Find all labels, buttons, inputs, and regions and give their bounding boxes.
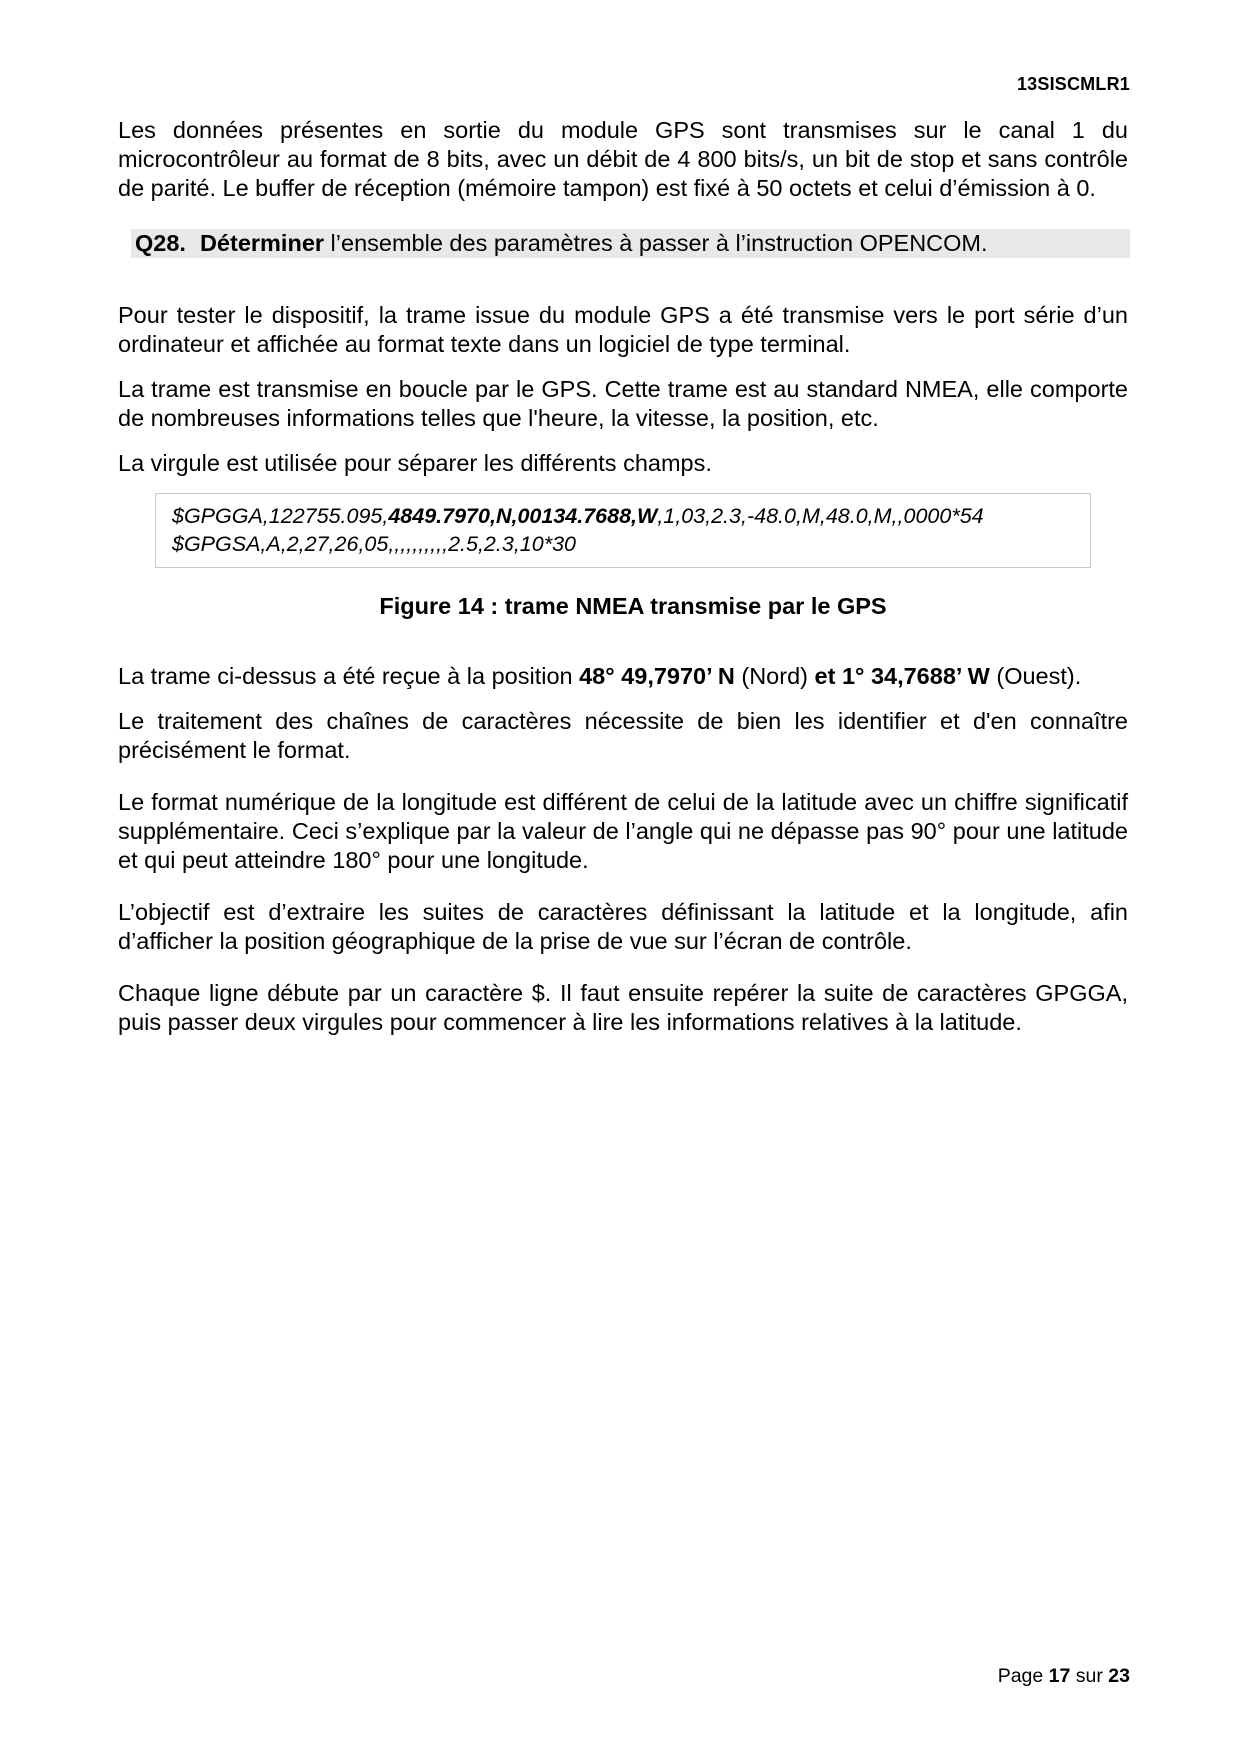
longitude-value: 1° 34,7688’ W: [841, 663, 990, 689]
current-page: 17: [1048, 1665, 1071, 1687]
paragraph-longitude-format: Le format numérique de la longitude est différent de celui de la latitude avec un chiffre significatif supplémentaire. Ceci s’explique par la valeur de l’angle qui ne dépasse pas 90° pour une latitude et qui peut atteindre 180° pour une longitude.: [118, 789, 1128, 873]
document-code: 13SISCMLR1: [1016, 74, 1130, 94]
question-text: l’ensemble des paramètres à passer à l’instruction OPENCOM.: [324, 230, 988, 256]
question-q28: [131, 229, 1130, 258]
paragraph-string-processing: Le traitement des chaînes de caractères nécessite de bien les identifier et d'en connaître précisément le format.: [118, 708, 1128, 763]
page-number: [998, 1665, 1130, 1688]
page-of-label: sur: [1070, 1665, 1109, 1687]
nmea-line-gpgga: [172, 502, 1076, 530]
position-text-north: (Nord): [734, 663, 815, 689]
nmea-line-gpgsa: $GPGSA,A,2,27,26,05,,,,,,,,,,2.5,2.3,10*30: [172, 532, 576, 556]
paragraph-test-setup: Pour tester le dispositif, la trame issue du module GPS a été transmise vers le port série d’un ordinateur et affichée au format texte dans un logiciel de type terminal.: [118, 302, 1128, 357]
nmea-frame-box: [155, 493, 1091, 568]
total-pages: 23: [1108, 1665, 1130, 1687]
paragraph-objective: L’objectif est d’extraire les suites de caractères définissant la latitude et la longitude, afin d’afficher la position géographique de la prise de vue sur l’écran de contrôle.: [118, 899, 1128, 954]
position-text-west: (Ouest).: [989, 663, 1082, 689]
page-label: Page: [997, 1665, 1049, 1687]
position-text-and: et: [814, 663, 836, 689]
gpgga-prefix: $GPGGA,122755.095,: [172, 504, 389, 528]
paragraph-comma-separator: La virgule est utilisée pour séparer les différents champs.: [118, 450, 712, 476]
gpgga-position: 4849.7970,N,00134.7688,W: [388, 504, 658, 528]
figure-caption: Figure 14 : trame NMEA transmise par le GPS: [379, 593, 887, 619]
gpgga-suffix: ,1,03,2.3,-48.0,M,48.0,M,,0000*54: [657, 504, 984, 528]
question-verb: Déterminer: [199, 230, 325, 256]
latitude-value: 48° 49,7970’ N: [579, 663, 735, 689]
paragraph-parsing-steps: Chaque ligne débute par un caractère $. Il faut ensuite repérer la suite de caractères GPGGA, puis passer deux virgules pour commencer à lire les informations relatives à la latitude.: [118, 980, 1128, 1035]
paragraph-gps-data-format: Les données présentes en sortie du module GPS sont transmises sur le canal 1 du microcontrôleur au format de 8 bits, avec un débit de 4 800 bits/s, un bit de stop et sans contrôle de parité. Le buffer de réception (mémoire tampon) est fixé à 50 octets et celui d’émission à 0.: [118, 117, 1128, 201]
question-number: Q28.: [135, 230, 186, 256]
page-content: [118, 116, 1128, 1037]
paragraph-position: [118, 662, 1128, 691]
position-text-start: La trame ci-dessus a été reçue à la position: [118, 663, 580, 689]
paragraph-nmea-standard: La trame est transmise en boucle par le GPS. Cette trame est au standard NMEA, elle comporte de nombreuses informations telles que l'heure, la vitesse, la position, etc.: [118, 376, 1128, 431]
